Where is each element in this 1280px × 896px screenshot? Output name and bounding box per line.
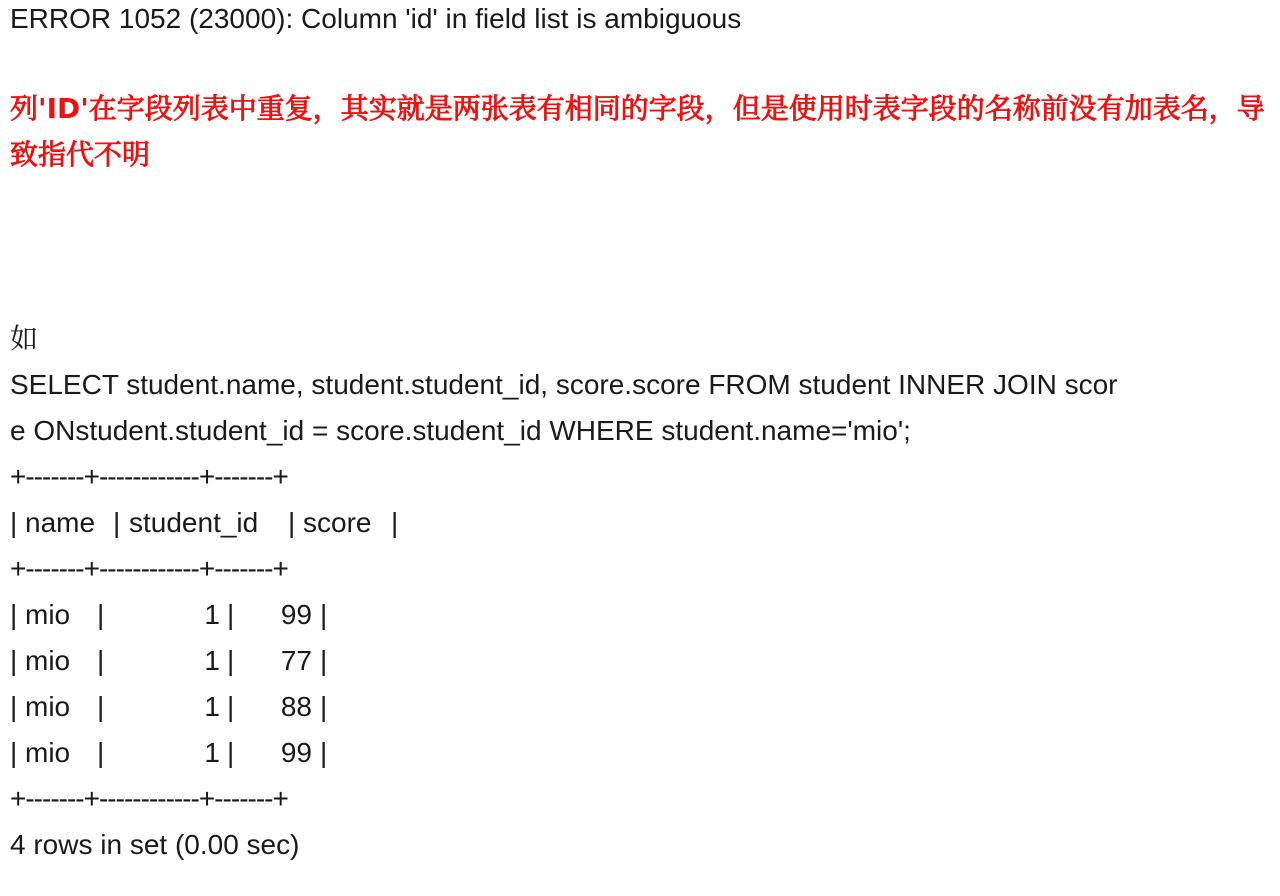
table-cell-name: mio [25, 737, 71, 768]
table-cell-student-id: 1 [204, 645, 220, 676]
table-cell-score: 77 [280, 645, 312, 676]
table-cell-student-id: 1 [204, 599, 220, 630]
table-cell-score: 88 [280, 691, 312, 722]
result-summary: 4 rows in set (0.00 sec) [10, 829, 300, 860]
table-cell-score: 99 [280, 737, 312, 768]
table-border-header: +-------+------------+-------+ [10, 553, 288, 584]
table-cell-student-id: 1 [204, 691, 220, 722]
table-border-bottom: +-------+------------+-------+ [10, 783, 288, 814]
table-cell-name: mio [25, 599, 71, 630]
table-cell-name: mio [25, 691, 71, 722]
table-header-score: score [303, 507, 372, 538]
error-message: ERROR 1052 (23000): Column 'id' in field list is ambiguous [10, 3, 742, 34]
table-cell-student-id: 1 [204, 737, 220, 768]
sql-query-line-1: SELECT student.name, student.student_id, score.score FROM student INNER JOIN scor [10, 369, 1118, 400]
sql-query-line-2: e ONstudent.student_id = score.student_id WHERE student.name='mio'; [10, 415, 911, 446]
table-header-student-id: student_id [129, 507, 259, 538]
table-cell-score: 99 [280, 599, 312, 630]
table-cell-name: mio [25, 645, 71, 676]
table-header-name: name [25, 507, 96, 538]
table-border-top: +-------+------------+-------+ [10, 461, 288, 492]
error-explanation: 列'ID'在字段列表中重复，其实就是两张表有相同的字段，但是使用时表字段的名称前没有加表名，导致指代不明 [10, 92, 1265, 171]
example-label: 如 [10, 323, 39, 354]
